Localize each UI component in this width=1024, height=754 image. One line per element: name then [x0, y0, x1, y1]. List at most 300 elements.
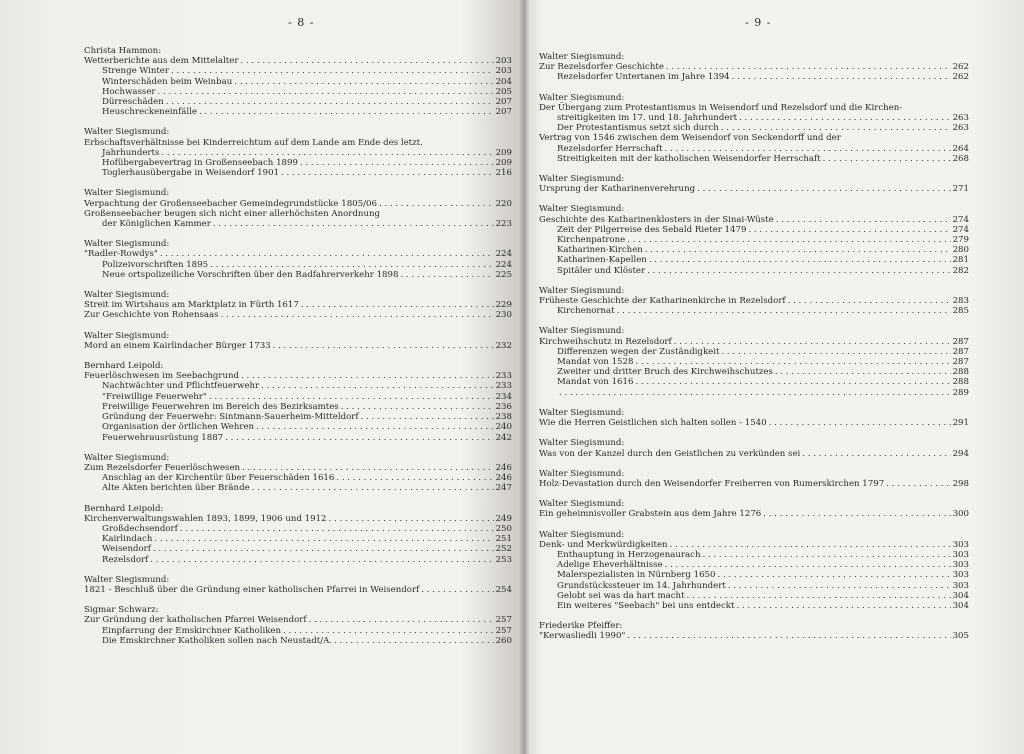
- dot-leader: [674, 337, 951, 347]
- dot-leader: [776, 215, 951, 225]
- author-name: Walter Siegismund:: [539, 92, 625, 103]
- entry-title: Zur Geschichte von Rohensaas: [84, 310, 219, 321]
- entry-title: Die Emskirchner Katholiken sollen nach Neustadt/A.: [102, 635, 333, 646]
- entry-page-number: 283: [952, 296, 969, 307]
- entry-title: Mandat von 1616: [557, 377, 634, 388]
- dot-leader: [736, 601, 950, 611]
- entry-page-number: 224: [495, 259, 512, 270]
- entry-page-number: 304: [952, 600, 969, 611]
- entry-page-number: 240: [495, 422, 512, 433]
- entry-page-number: 274: [952, 224, 969, 235]
- toc-entry: [539, 347, 969, 357]
- toc-entry: [539, 144, 969, 154]
- toc-block: [84, 290, 512, 321]
- toc-entry: [84, 544, 512, 554]
- entry-page-number: 257: [495, 615, 512, 626]
- toc-entry: [539, 550, 969, 560]
- entry-title: "Radler-Rowdys": [84, 249, 158, 260]
- toc-entry: [84, 381, 512, 391]
- right-page: [529, 0, 1024, 754]
- entry-page-number: 250: [495, 523, 512, 534]
- entry-title: Kirchweihschutz in Rezelsdorf: [539, 336, 672, 347]
- dot-leader: [336, 473, 493, 483]
- entry-page-number: 236: [495, 401, 512, 412]
- toc-entry: [539, 388, 969, 398]
- author-name: Walter Siegismund:: [539, 326, 625, 337]
- dot-leader: [665, 560, 951, 570]
- toc-block: [84, 453, 512, 494]
- toc-entry: [539, 601, 969, 611]
- dot-leader: [300, 158, 494, 168]
- toc-entry: [539, 255, 969, 265]
- dot-leader: [209, 392, 494, 402]
- entry-page-number: 298: [952, 478, 969, 489]
- toc-entry: [539, 215, 969, 225]
- toc-block: [84, 331, 512, 351]
- dot-leader: [256, 422, 494, 432]
- toc-entry: [84, 433, 512, 443]
- toc-entry: [539, 418, 969, 428]
- entry-page-number: 204: [495, 76, 512, 87]
- toc-entry: [539, 154, 969, 164]
- dot-leader: [645, 245, 951, 255]
- entry-page-number: 251: [495, 534, 512, 545]
- entry-title: Heuschreckeneinfälle: [102, 107, 197, 118]
- entry-title: Ursprung der Katharinenverehrung: [539, 184, 696, 195]
- entry-title: Zur Rezelsdorfer Geschichte: [539, 62, 664, 73]
- toc-block: [539, 499, 969, 519]
- author-name: Bernhard Leipold:: [84, 503, 164, 514]
- dot-leader: [199, 107, 494, 117]
- entry-page-number: 303: [952, 549, 969, 560]
- entry-title: Ein weiteres "Seebach" bei uns entdeckt: [557, 600, 735, 611]
- dot-leader: [687, 591, 951, 601]
- toc-entry: [84, 168, 512, 178]
- toc-entry: [539, 225, 969, 235]
- toc-entry: [539, 377, 969, 387]
- entry-page-number: 291: [952, 418, 969, 429]
- entry-page-number: 257: [495, 625, 512, 636]
- entry-title-line: Großenseebacher beugen sich nicht einer allerhöchsten Anordnung: [84, 208, 381, 219]
- entry-title: Grundstückssteuer im 14. Jahrhundert: [557, 580, 726, 591]
- toc-entry: [84, 636, 512, 646]
- entry-title: Einpfarrung der Emskirchner Katholiken: [102, 625, 282, 636]
- entry-title-line: Erbschaftsverhältnisse bei Kinderreichtum auf dem Lande am Ende des letzt.: [84, 137, 423, 148]
- toc-block: [84, 605, 512, 646]
- toc-block: [539, 438, 969, 458]
- entry-title: Nachtwächter und Pflichtfeuerwehr: [102, 381, 260, 392]
- entry-title-line: Der Übergang zum Protestantismus in Weisendorf und Rezelsdorf und die Kirchen-: [539, 102, 903, 113]
- entry-title: Anschlag an der Kirchentür über Feuerschäden 1616: [102, 473, 335, 484]
- author-name: Walter Siegismund:: [84, 452, 170, 463]
- toc-entry: [84, 87, 512, 97]
- author-name: Walter Siegismund:: [539, 438, 625, 449]
- entry-page-number: 263: [952, 123, 969, 134]
- toc-block: [84, 504, 512, 565]
- dot-leader: [241, 371, 494, 381]
- toc-entry: [539, 184, 969, 194]
- toc-entry: [84, 524, 512, 534]
- dot-leader: [788, 296, 951, 306]
- entry-page-number: 300: [952, 509, 969, 520]
- dot-leader: [160, 249, 494, 259]
- dot-leader: [721, 123, 951, 133]
- toc-entry: [84, 615, 512, 625]
- toc-entry: [539, 62, 969, 72]
- dot-leader: [225, 433, 493, 443]
- toc-block: [84, 127, 512, 178]
- toc-entry: [84, 514, 512, 524]
- toc-entry: [539, 540, 969, 550]
- toc-entry: [84, 66, 512, 76]
- toc-entry: [84, 555, 512, 565]
- entry-page-number: 205: [495, 86, 512, 97]
- toc-block: [84, 188, 512, 229]
- dot-leader: [802, 449, 950, 459]
- entry-page-number: 262: [952, 62, 969, 73]
- entry-page-number: 225: [495, 269, 512, 280]
- dot-leader: [647, 266, 951, 276]
- entry-title: Wetterberichte aus dem Mittelalter: [84, 56, 239, 67]
- toc-entry: [539, 123, 969, 133]
- dot-leader: [718, 570, 951, 580]
- toc-block: [539, 408, 969, 428]
- entry-title: Was von der Kanzel durch den Geistlichen zu verkünden sei: [539, 448, 801, 459]
- entry-page-number: 281: [952, 255, 969, 266]
- entry-page-number: 246: [495, 473, 512, 484]
- dot-leader: [334, 636, 494, 646]
- toc-entry: [84, 148, 512, 158]
- toc-entry: [539, 245, 969, 255]
- entry-title: Alte Akten berichten über Brände: [102, 483, 250, 494]
- entry-title: "Kerwasliedli 1990": [539, 631, 626, 642]
- toc-entry: [539, 367, 969, 377]
- entry-title: Hochwasser: [102, 86, 156, 97]
- entry-title: Denk- und Merkwürdigkeiten: [539, 539, 668, 550]
- entry-title: Adelige Eheverhältnisse: [557, 560, 663, 571]
- entry-page-number: 268: [952, 153, 969, 164]
- entry-title: Feuerlöschwesen im Seebachgrund: [84, 371, 240, 382]
- dot-leader: [649, 255, 951, 265]
- toc-entry: [84, 585, 512, 595]
- entry-page-number: 305: [952, 631, 969, 642]
- entry-title: Strenge Winter: [102, 66, 170, 77]
- entry-title: Zur Gründung der katholischen Pfarrei Weisendorf: [84, 615, 307, 626]
- author-name: Walter Siegismund:: [539, 499, 625, 510]
- toc-entry: [539, 72, 969, 82]
- toc-entry: [84, 534, 512, 544]
- dot-leader: [702, 550, 950, 560]
- toc-entry: [84, 199, 512, 209]
- dot-leader: [670, 540, 951, 550]
- dot-leader: [234, 77, 493, 87]
- toc-entry: [539, 113, 969, 123]
- entry-title: Rezelsdorfer Herrschaft: [557, 143, 663, 154]
- dot-leader: [309, 615, 494, 625]
- dot-leader: [158, 87, 494, 97]
- author-name: Walter Siegismund:: [539, 204, 625, 215]
- entry-title: Neue ortspolizeiliche Vorschriften über den Radfahrerverkehr 1898: [102, 269, 399, 280]
- entry-page-number: 249: [495, 513, 512, 524]
- entry-title: Freiwillige Feuerwehren im Bereich des Bezirksamtes: [102, 401, 339, 412]
- author-name: Walter Siegismund:: [539, 174, 625, 185]
- entry-page-number: 234: [495, 391, 512, 402]
- entry-page-number: 238: [495, 412, 512, 423]
- dot-leader: [153, 544, 494, 554]
- entry-page-number: 287: [952, 336, 969, 347]
- entry-title: Kirchenpatrone: [557, 235, 626, 246]
- toc-entry: [84, 483, 512, 493]
- entry-page-number: 260: [495, 635, 512, 646]
- entry-title: streitigkeiten im 17. und 18. Jahrhundert: [557, 113, 738, 124]
- book-gutter: [519, 0, 529, 754]
- toc-block: [539, 93, 969, 164]
- author-name: Walter Siegismund:: [84, 239, 170, 250]
- entry-page-number: 303: [952, 570, 969, 581]
- author-name: Walter Siegismund:: [539, 52, 625, 62]
- entry-page-number: 264: [952, 143, 969, 154]
- entry-title: Kirchenornat: [557, 306, 615, 317]
- toc-entry: [84, 219, 512, 229]
- entry-page-number: 252: [495, 544, 512, 555]
- entry-title: Enthauptung in Herzogenaurach: [557, 549, 701, 560]
- toc-entry: [539, 479, 969, 489]
- entry-title: Geschichte des Katharinenklosters in der Sinai-Wüste: [539, 214, 774, 225]
- dot-leader: [666, 62, 951, 72]
- entry-page-number: 223: [495, 219, 512, 230]
- dot-leader: [221, 310, 494, 320]
- entry-page-number: 230: [495, 310, 512, 321]
- entry-page-number: 303: [952, 580, 969, 591]
- page-number: - 8 -: [288, 16, 315, 29]
- dot-leader: [210, 260, 494, 270]
- entry-page-number: 229: [495, 300, 512, 311]
- entry-title: 1821 - Beschluß über die Gründung einer katholischen Pfarrei in Weisendorf: [84, 584, 420, 595]
- entry-title: Katharinen-Kirchen: [557, 245, 643, 256]
- toc-block: [539, 530, 969, 612]
- toc-entry: [84, 371, 512, 381]
- toc-block: [539, 174, 969, 194]
- entry-title: der Königlichen Kammer: [102, 219, 211, 230]
- author-name: Walter Siegismund:: [84, 127, 170, 138]
- entry-title: Mandat von 1528: [557, 357, 634, 368]
- entry-page-number: 233: [495, 371, 512, 382]
- entry-title: Gründung der Feuerwehr: Sintmann-Sauerheim-Mitteldorf: [102, 412, 359, 423]
- dot-leader: [728, 581, 951, 591]
- entry-title: Großdechsendorf: [102, 523, 178, 534]
- dot-leader: [283, 626, 494, 636]
- entry-page-number: 280: [952, 245, 969, 256]
- author-name: Walter Siegismund:: [539, 529, 625, 540]
- toc-entry: [84, 392, 512, 402]
- toc-entry: [84, 463, 512, 473]
- dot-leader: [166, 97, 494, 107]
- entry-page-number: 287: [952, 357, 969, 368]
- toc-entry: [84, 473, 512, 483]
- dot-leader: [273, 341, 494, 351]
- entry-page-number: 242: [495, 432, 512, 443]
- toc-entry: [84, 626, 512, 636]
- dot-leader: [154, 534, 493, 544]
- entry-page-number: 232: [495, 340, 512, 351]
- entry-title: Dürreschäden: [102, 97, 164, 108]
- table-of-contents: [539, 52, 969, 652]
- entry-page-number: 220: [495, 198, 512, 209]
- author-name: Bernhard Leipold:: [84, 361, 164, 372]
- entry-title: Wie die Herren Geistlichen sich halten sollen - 1540: [539, 418, 767, 429]
- toc-entry: [84, 249, 512, 259]
- entry-page-number: 246: [495, 462, 512, 473]
- entry-title: Zweiter und dritter Bruch des Kirchweihschutzes: [557, 367, 773, 378]
- entry-title: Winterschäden beim Weinbau: [102, 76, 233, 87]
- toc-entry: [539, 449, 969, 459]
- toc-entry: [84, 300, 512, 310]
- toc-entry: [84, 341, 512, 351]
- entry-page-number: 263: [952, 113, 969, 124]
- entry-page-number: 233: [495, 381, 512, 392]
- toc-entry: [84, 310, 512, 320]
- toc-block: [539, 469, 969, 489]
- entry-title: Katharinen-Kapellen: [557, 255, 647, 266]
- entry-page-number: 279: [952, 235, 969, 246]
- toc-block: [539, 204, 969, 275]
- dot-leader: [213, 219, 494, 229]
- entry-title: Rezelsdorfer Untertanen im Jahre 1394: [557, 72, 730, 83]
- toc-entry: [539, 581, 969, 591]
- dot-leader: [361, 412, 494, 422]
- dot-leader: [886, 479, 950, 489]
- entry-title-line: Vertrag von 1546 zwischen dem Weisendorf von Seckendorff und der: [539, 133, 841, 144]
- author-name: Walter Siegismund:: [539, 468, 625, 479]
- toc-entry: [84, 412, 512, 422]
- entry-page-number: 207: [495, 107, 512, 118]
- entry-title: Rezelsdorf: [102, 554, 149, 565]
- toc-entry: [84, 260, 512, 270]
- dot-leader: [329, 514, 494, 524]
- toc-entry: [539, 570, 969, 580]
- dot-leader: [823, 154, 951, 164]
- toc-entry: [539, 357, 969, 367]
- entry-title: Hofübergabevertrag in Großenseebach 1899: [102, 158, 298, 169]
- toc-entry: [539, 509, 969, 519]
- entry-page-number: 304: [952, 590, 969, 601]
- toc-block: [84, 575, 512, 595]
- page-number: - 9 -: [745, 16, 772, 29]
- entry-page-number: 287: [952, 346, 969, 357]
- entry-page-number: 288: [952, 377, 969, 388]
- dot-leader: [665, 144, 951, 154]
- entry-title: Polizeivorschriften 1895: [102, 259, 209, 270]
- entry-page-number: 203: [495, 66, 512, 77]
- entry-title: Kairlindach: [102, 534, 153, 545]
- toc-entry: [539, 337, 969, 347]
- entry-title: Kirchenverwaltungswahlen 1893, 1899, 1906 und 1912: [84, 513, 327, 524]
- toc-entry: [539, 306, 969, 316]
- dot-leader: [171, 66, 494, 76]
- entry-page-number: 203: [495, 56, 512, 67]
- author-name: Sigmar Schwarz:: [84, 605, 159, 616]
- author-name: Walter Siegismund:: [84, 574, 170, 585]
- entry-page-number: 303: [952, 539, 969, 550]
- table-of-contents: [84, 46, 512, 656]
- entry-page-number: 209: [495, 158, 512, 169]
- entry-title: Der Protestantismus setzt sich durch: [557, 123, 719, 134]
- dot-leader: [421, 585, 493, 595]
- entry-page-number: 289: [952, 387, 969, 398]
- entry-title: Zeit der Pilgerreise des Sebald Rieter 1479: [557, 224, 747, 235]
- dot-leader: [627, 631, 950, 641]
- dot-leader: [617, 306, 951, 316]
- entry-title: Gelobt sei was da hart macht: [557, 590, 685, 601]
- entry-page-number: 285: [952, 306, 969, 317]
- toc-block: [539, 286, 969, 317]
- dot-leader: [400, 270, 493, 280]
- entry-title: Toglerhausübergabe in Weisendorf 1901: [102, 168, 280, 179]
- entry-page-number: 207: [495, 97, 512, 108]
- entry-page-number: 262: [952, 72, 969, 83]
- entry-title: Feuerwehrausrüstung 1887: [102, 432, 224, 443]
- author-name: Walter Siegismund:: [539, 285, 625, 296]
- toc-entry: [84, 107, 512, 117]
- entry-page-number: 254: [495, 584, 512, 595]
- toc-block: [539, 326, 969, 397]
- toc-block: [84, 239, 512, 280]
- entry-page-number: 274: [952, 214, 969, 225]
- dot-leader: [150, 555, 493, 565]
- entry-page-number: 247: [495, 483, 512, 494]
- dot-leader: [739, 113, 951, 123]
- dot-leader: [748, 225, 950, 235]
- dot-leader: [261, 381, 493, 391]
- toc-entry: [84, 56, 512, 66]
- author-name: Walter Siegismund:: [84, 188, 170, 199]
- toc-entry: [84, 270, 512, 280]
- toc-entry: [84, 77, 512, 87]
- dot-leader: [635, 377, 950, 387]
- dot-leader: [775, 367, 951, 377]
- toc-entry: [84, 97, 512, 107]
- toc-block: [84, 361, 512, 443]
- toc-block: [539, 621, 969, 641]
- toc-entry: [539, 591, 969, 601]
- toc-entry: [539, 266, 969, 276]
- dot-leader: [732, 72, 951, 82]
- dot-leader: [627, 235, 950, 245]
- entry-title: Organisation der örtlichen Wehren: [102, 422, 255, 433]
- toc-block: [539, 52, 969, 83]
- entry-title: "Freiwillige Feuerwehr": [102, 391, 207, 402]
- entry-title: Differenzen wegen der Zuständigkeit: [557, 346, 720, 357]
- author-name: Friederike Pfeiffer:: [539, 621, 623, 632]
- entry-title: Streit im Wirtshaus am Marktplatz in Fürth 1617: [84, 300, 299, 311]
- entry-title: Verpachtung der Großenseebacher Gemeindegrundstücke 1805/06: [84, 198, 377, 209]
- toc-entry: [539, 631, 969, 641]
- toc-block: [84, 46, 512, 117]
- entry-title: Früheste Geschichte der Katharinenkirche in Rezelsdorf: [539, 296, 786, 307]
- entry-title: Malerspezialisten in Nürnberg 1650: [557, 570, 716, 581]
- entry-title: Jahrhunderts: [102, 147, 160, 158]
- dot-leader: [341, 402, 494, 412]
- entry-page-number: 288: [952, 367, 969, 378]
- dot-leader: [763, 509, 950, 519]
- entry-title: Zum Rezelsdorfer Feuerlöschwesen: [84, 462, 241, 473]
- author-name: Christa Hammon:: [84, 46, 162, 56]
- dot-leader: [252, 483, 494, 493]
- entry-title: Weisendorf: [102, 544, 151, 555]
- dot-leader: [242, 463, 494, 473]
- dot-leader: [559, 388, 951, 398]
- entry-page-number: 303: [952, 560, 969, 571]
